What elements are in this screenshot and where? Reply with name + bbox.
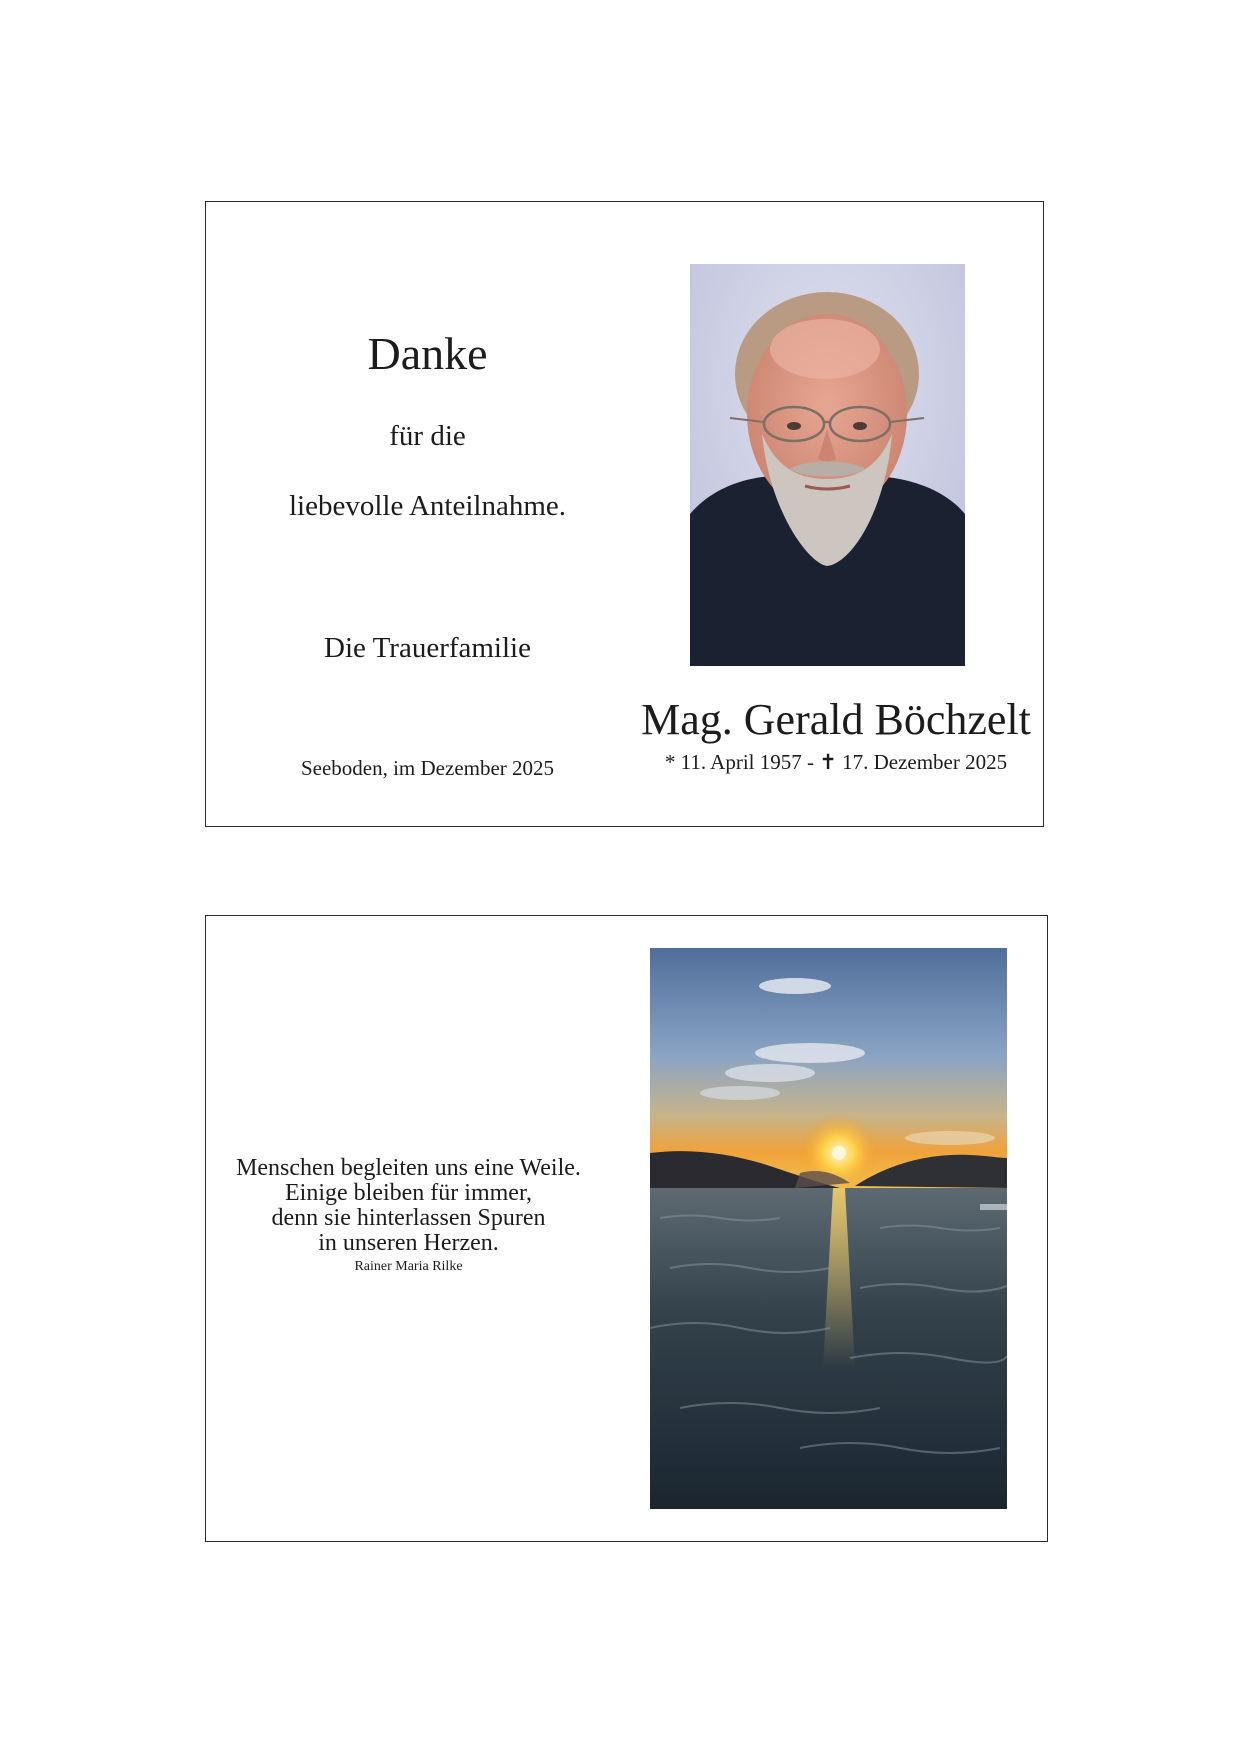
thanks-line-2: liebevolle Anteilnahme. [288, 490, 567, 522]
sunset-lake-photo [650, 948, 1007, 1509]
quote-line: denn sie hinterlassen Spuren [271, 1205, 546, 1231]
life-dates: * 11. April 1957 - ✝ 17. Dezember 2025 [664, 750, 1008, 774]
portrait-photo [690, 264, 965, 666]
memorial-quote-card [205, 915, 1048, 1542]
family-signature: Die Trauerfamilie [324, 632, 531, 664]
quote-line: Einige bleiben für immer, [285, 1180, 532, 1206]
thanks-line-1: für die [389, 420, 466, 452]
quote-line: Menschen begleiten uns eine Weile. [236, 1155, 581, 1181]
sunset-lake-photo-art [650, 948, 1007, 1509]
deceased-name: Mag. Gerald Böchzelt [641, 695, 1031, 744]
quote-author: Rainer Maria Rilke [354, 1259, 463, 1274]
place-date: Seeboden, im Dezember 2025 [300, 756, 555, 780]
quote-line: in unseren Herzen. [318, 1230, 499, 1256]
card-heading: Danke [367, 328, 488, 379]
thank-you-card [205, 201, 1044, 827]
quote-block [206, 1156, 611, 1256]
portrait-photo-art [690, 264, 965, 666]
